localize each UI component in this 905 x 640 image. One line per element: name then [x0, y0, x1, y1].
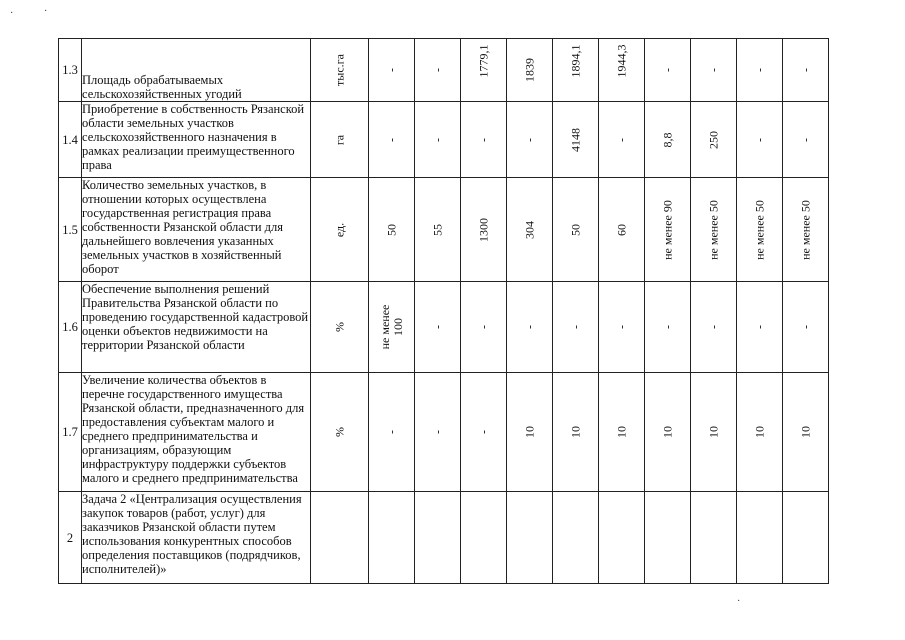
- value-cell: [415, 178, 461, 282]
- value-cell: [461, 492, 507, 584]
- value-cell: [415, 373, 461, 492]
- value-text: -: [430, 137, 444, 142]
- row-number: 1.6: [59, 282, 82, 373]
- value-text: не менее 90: [660, 199, 674, 260]
- value-cell: [783, 492, 829, 584]
- value-text: 10: [752, 426, 766, 438]
- value-cell: [737, 373, 783, 492]
- value-cell: [461, 39, 507, 102]
- value-text: 10: [706, 426, 720, 438]
- value-cell: [691, 282, 737, 373]
- value-cell: [737, 492, 783, 584]
- unit-cell: [311, 178, 369, 282]
- value-text: -: [384, 137, 398, 142]
- value-text: -: [522, 137, 536, 142]
- value-cell: [461, 102, 507, 178]
- row-number: 1.5: [59, 178, 82, 282]
- value-text: 304: [522, 220, 536, 239]
- value-text: -: [798, 137, 812, 142]
- value-cell: [553, 102, 599, 178]
- unit-cell: [311, 373, 369, 492]
- row-description: Площадь обрабатываемых сельскохозяйственных угодий: [82, 39, 311, 102]
- value-text: -: [660, 68, 674, 72]
- value-cell: [415, 282, 461, 373]
- row-description: Количество земельных участков, в отношении которых осуществлена государственная регистрация права собственности Рязанской области для дальнейшего вовлечения указанных земельных участков в хозяйственный оборот: [82, 178, 311, 282]
- value-text: 10: [660, 426, 674, 438]
- value-text: -: [522, 325, 536, 329]
- value-text: 1779,1: [476, 44, 490, 78]
- value-cell: [783, 39, 829, 102]
- value-cell: [645, 102, 691, 178]
- value-text: -: [614, 325, 628, 329]
- value-cell: [553, 282, 599, 373]
- value-text: 50: [384, 223, 398, 236]
- value-text: 4148: [568, 127, 582, 152]
- value-text: 10: [614, 426, 628, 438]
- value-text: -: [476, 137, 490, 142]
- value-text: 10: [568, 426, 582, 438]
- indicators-table: [58, 38, 829, 584]
- value-text: -: [706, 325, 720, 329]
- table-row: [59, 492, 829, 584]
- unit-cell: [311, 492, 369, 584]
- value-text: 60: [614, 223, 628, 236]
- value-cell: [461, 282, 507, 373]
- value-cell: [737, 39, 783, 102]
- unit-cell: [311, 102, 369, 178]
- value-cell: [507, 282, 553, 373]
- value-text: -: [798, 68, 812, 72]
- value-cell: [599, 39, 645, 102]
- value-cell: [461, 373, 507, 492]
- value-text: 1839: [522, 58, 536, 82]
- row-number: 2: [59, 492, 82, 584]
- table-row: [59, 102, 829, 178]
- value-text: не менее 50: [752, 199, 766, 260]
- value-cell: [691, 373, 737, 492]
- value-cell: [691, 102, 737, 178]
- scan-speck: ·: [737, 596, 741, 607]
- value-cell: [507, 178, 553, 282]
- value-cell: [783, 282, 829, 373]
- scan-speck: ·: [10, 8, 14, 19]
- row-description: Задача 2 «Централизация осуществления закупок товаров (работ, услуг) для заказчиков Рязанской области путем использования конкурентных способов определения поставщиков (подрядчиков, исполнителей)»: [82, 492, 311, 584]
- value-cell: [783, 102, 829, 178]
- value-text: -: [660, 325, 674, 329]
- value-cell: [553, 373, 599, 492]
- value-text: -: [752, 325, 766, 329]
- row-description: Обеспечение выполнения решений Правительства Рязанской области по проведению государственной кадастровой оценки объектов недвижимости на территории Рязанской области: [82, 282, 311, 373]
- row-number: 1.3: [59, 39, 82, 102]
- value-text: -: [752, 137, 766, 142]
- unit-cell: [311, 39, 369, 102]
- value-cell: [415, 492, 461, 584]
- row-description: Увеличение количества объектов в перечне государственного имущества Рязанской области, предназначенного для предоставления субъектам малого и среднего предпринимательства и организациям, образующим инфраструктуру поддержки субъектов малого и среднего предпринимательства: [82, 373, 311, 492]
- value-text: -: [476, 325, 490, 329]
- unit-cell: [311, 282, 369, 373]
- value-text: не менее 50: [798, 199, 812, 260]
- value-cell: [369, 178, 415, 282]
- unit-label: га: [332, 134, 346, 145]
- value-cell: [691, 39, 737, 102]
- value-text: 1944,3: [614, 44, 628, 78]
- value-text: -: [476, 430, 490, 434]
- value-cell: [507, 492, 553, 584]
- value-cell: [553, 492, 599, 584]
- value-text: -: [752, 68, 766, 72]
- value-text: 1894,1: [568, 44, 582, 78]
- value-cell: [645, 178, 691, 282]
- value-cell: [369, 373, 415, 492]
- value-cell: [369, 492, 415, 584]
- value-cell: [369, 39, 415, 102]
- value-cell: [599, 178, 645, 282]
- value-cell: [599, 492, 645, 584]
- table-row: [59, 282, 829, 373]
- value-cell: [507, 102, 553, 178]
- scan-speck: ·: [44, 6, 48, 17]
- table-row: [59, 373, 829, 492]
- value-cell: [507, 373, 553, 492]
- table-body: [59, 39, 829, 584]
- value-cell: [599, 282, 645, 373]
- value-cell: [461, 178, 507, 282]
- value-text: не менее 100: [377, 304, 405, 350]
- unit-label: %: [332, 427, 346, 437]
- value-text: -: [430, 68, 444, 72]
- value-cell: [553, 39, 599, 102]
- value-cell: [507, 39, 553, 102]
- value-text: 250: [706, 130, 720, 149]
- value-cell: [737, 282, 783, 373]
- value-text: 10: [522, 426, 536, 438]
- value-cell: [599, 102, 645, 178]
- row-description: Приобретение в собственность Рязанской области земельных участков сельскохозяйственного назначения в рамках реализации преимущественного права: [82, 102, 311, 178]
- value-text: -: [384, 68, 398, 72]
- table-row: [59, 39, 829, 102]
- unit-label: ед.: [332, 222, 346, 237]
- value-cell: [599, 373, 645, 492]
- value-cell: [553, 178, 599, 282]
- value-cell: [369, 102, 415, 178]
- value-text: -: [614, 137, 628, 142]
- value-text: -: [430, 325, 444, 329]
- value-text: 8,8: [660, 132, 674, 147]
- value-text: -: [798, 325, 812, 329]
- unit-label: %: [332, 322, 346, 332]
- value-text: -: [384, 430, 398, 434]
- value-cell: [691, 178, 737, 282]
- value-text: 55: [430, 223, 444, 236]
- value-cell: [415, 102, 461, 178]
- value-text: 10: [798, 426, 812, 438]
- value-cell: [415, 39, 461, 102]
- value-text: -: [568, 325, 582, 329]
- value-cell: [691, 492, 737, 584]
- value-cell: [783, 178, 829, 282]
- value-text: 1300: [476, 217, 490, 242]
- table-row: [59, 178, 829, 282]
- value-text: не менее 50: [706, 199, 720, 260]
- value-cell: [369, 282, 415, 373]
- value-cell: [645, 373, 691, 492]
- row-number: 1.7: [59, 373, 82, 492]
- row-number: 1.4: [59, 102, 82, 178]
- value-cell: [737, 102, 783, 178]
- value-cell: [645, 39, 691, 102]
- value-text: 50: [568, 223, 582, 236]
- value-cell: [783, 373, 829, 492]
- value-text: -: [430, 430, 444, 434]
- value-cell: [645, 282, 691, 373]
- value-cell: [645, 492, 691, 584]
- value-text: -: [706, 68, 720, 72]
- unit-label: тыс.га: [332, 54, 346, 86]
- value-cell: [737, 178, 783, 282]
